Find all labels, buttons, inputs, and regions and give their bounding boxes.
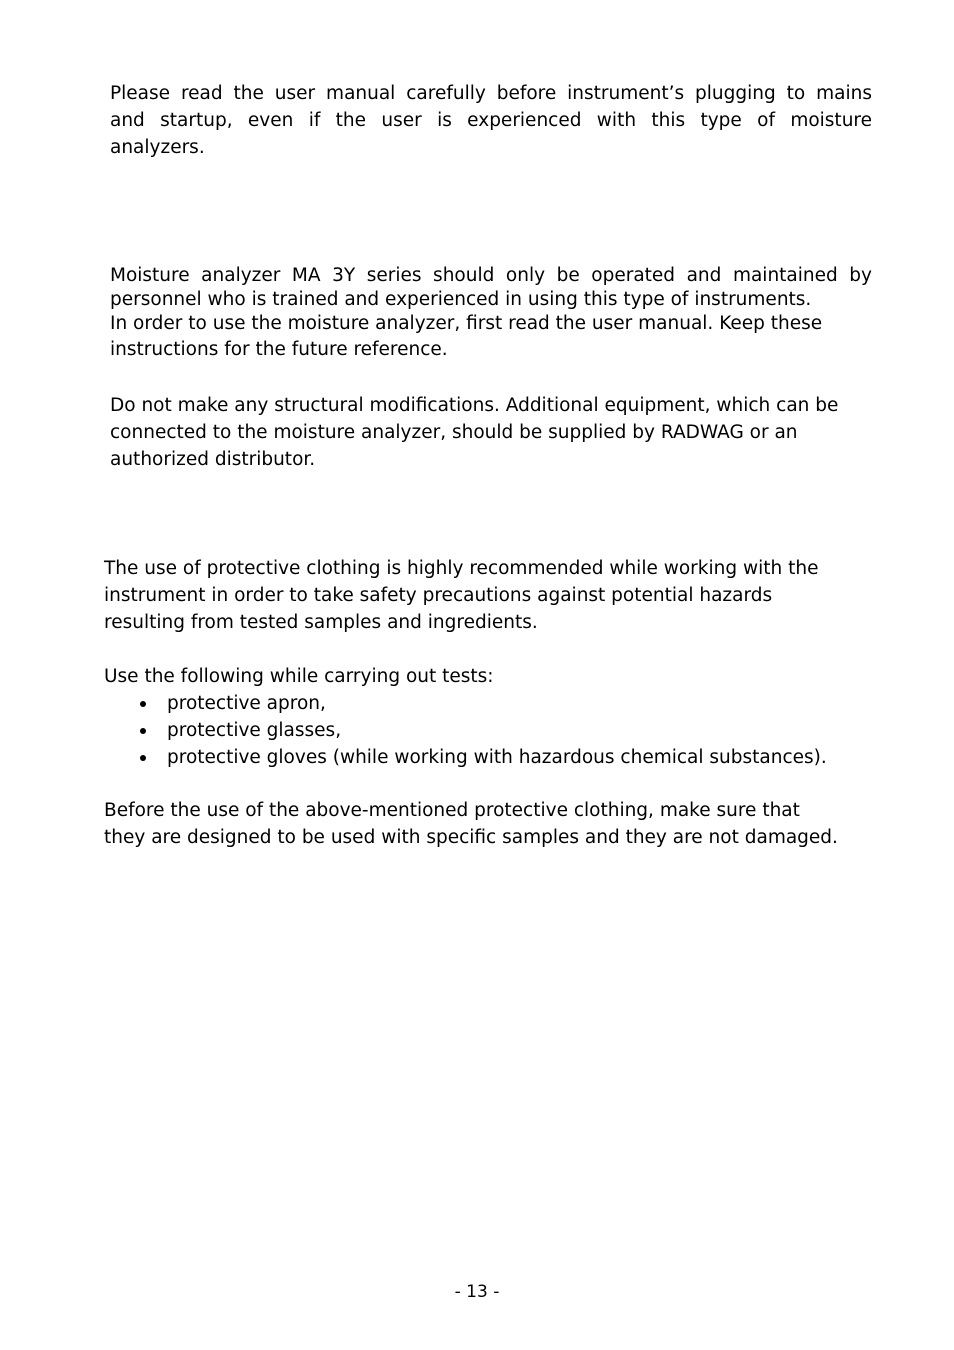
operators-line: personnel who is trained and experienced in using this type of instruments. [110, 289, 812, 310]
list-item [104, 744, 894, 771]
list-item-text: protective glasses, [167, 720, 342, 741]
clothing-line: resulting from tested samples and ingredients. [104, 612, 538, 633]
modifications-line: connected to the moisture analyzer, should be supplied by RADWAG or an [110, 422, 798, 443]
intro-line: analyzers. [110, 137, 205, 158]
modifications-line: Do not make any structural modifications. Additional equipment, which can be [110, 395, 839, 416]
clothing-line: The use of protective clothing is highly recommended while working with the [104, 558, 819, 579]
operators-line: Moisture analyzer MA 3Y series should only be operated and maintained by [110, 265, 872, 286]
use-following-text: Use the following while carrying out tests: [104, 666, 494, 687]
intro-paragraph [110, 80, 872, 161]
modifications-line: authorized distributor. [110, 449, 316, 470]
bullet-icon [140, 755, 146, 761]
bullet-icon [140, 701, 146, 707]
operators-paragraph [110, 264, 872, 363]
page-number: - 13 - [454, 1282, 500, 1302]
operators-line: instructions for the future reference. [110, 339, 448, 360]
list-item-text: protective gloves (while working with hazardous chemical substances). [167, 747, 827, 768]
protective-clothing-paragraph [104, 555, 884, 636]
before-use-line: they are designed to be used with specific samples and they are not damaged. [104, 827, 838, 848]
intro-line: and startup, even if the user is experienced with this type of moisture [110, 110, 872, 131]
list-item-text: protective apron, [167, 693, 326, 714]
before-use-paragraph [104, 797, 894, 851]
intro-line: Please read the user manual carefully before instrument’s plugging to mains [110, 83, 872, 104]
list-item [104, 690, 894, 717]
clothing-line: instrument in order to take safety precautions against potential hazards [104, 585, 773, 606]
before-use-line: Before the use of the above-mentioned protective clothing, make sure that [104, 800, 800, 821]
operators-line: In order to use the moisture analyzer, first read the user manual. Keep these [110, 313, 823, 334]
bullet-icon [140, 728, 146, 734]
modifications-paragraph [110, 392, 880, 473]
list-item [104, 717, 894, 744]
protective-items-list [104, 690, 894, 771]
